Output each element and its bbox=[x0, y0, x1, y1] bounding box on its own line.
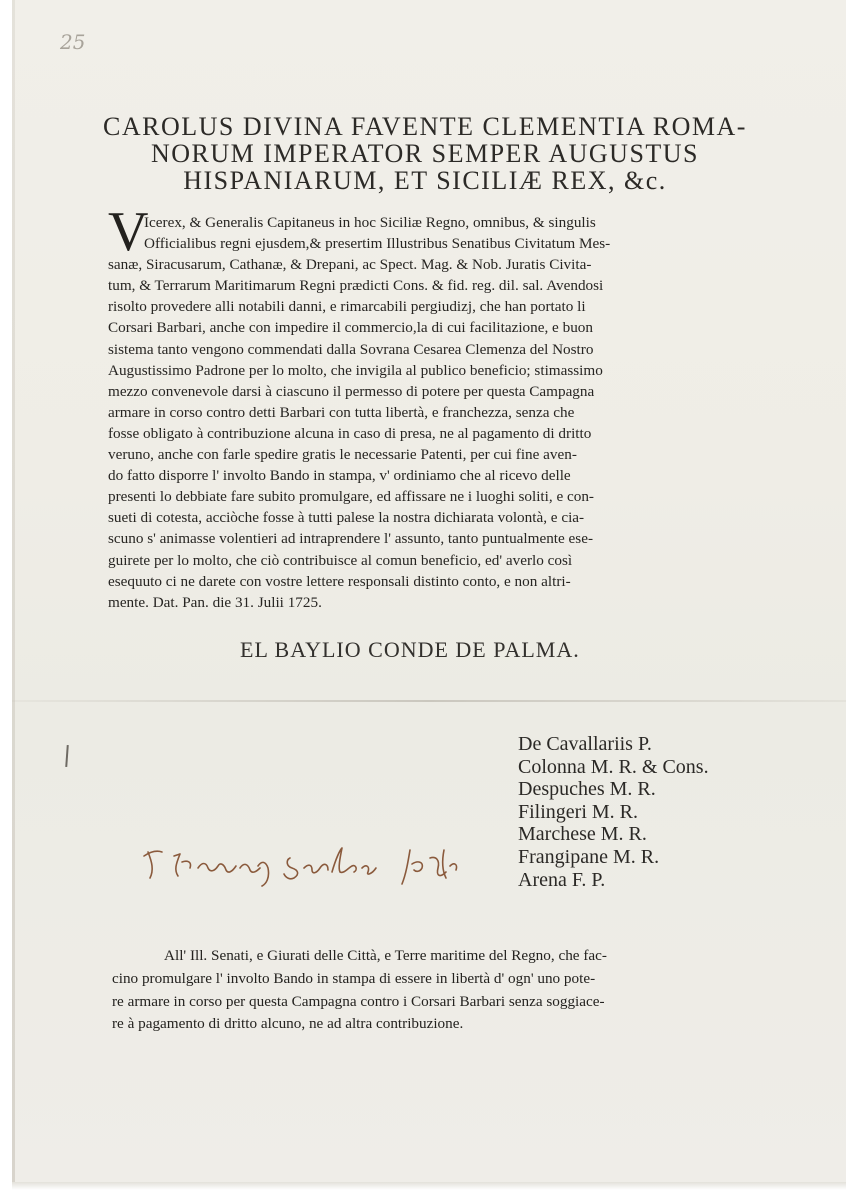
body-line: Icerex, & Generalis Capitaneus in hoc Siciliæ Regno, omnibus, & singulis bbox=[144, 214, 596, 231]
councillor-name: Frangipane M. R. bbox=[518, 845, 660, 868]
address-line: re armare in corso per questa Campagna contro i Corsari Barbari senza soggiace- bbox=[112, 992, 605, 1010]
address-line: cino promulgare l' involto Bando in stampa di essere in libertà d' ogn' uno pote- bbox=[112, 969, 596, 987]
body-line: Augustissimo Padrone per lo molto, che invigila al publico beneficio; stimassimo bbox=[108, 361, 603, 379]
body-line: armare in corso contro detti Barbari con tutta libertà, e franchezza, senza che bbox=[108, 403, 575, 421]
body-line: do fatto disporre l' involto Bando in stampa, v' ordiniamo che al ricevo delle bbox=[108, 467, 571, 485]
councillor-list bbox=[518, 733, 709, 891]
councillor-name: De Cavallariis P. bbox=[518, 733, 652, 755]
title-line: HISPANIARUM, ET SICILIÆ REX, &c. bbox=[183, 166, 667, 195]
paper-edge bbox=[12, 0, 15, 1190]
councillor-name: Colonna M. R. & Cons. bbox=[518, 755, 709, 778]
body-line: sueti di cotesta, acciòche fosse à tutti palese la nostra dichiarata volontà, e cia- bbox=[108, 509, 585, 527]
document-title bbox=[95, 113, 755, 194]
body-line: veruno, anche con farle spedire gratis le necessarie Patenti, per cui fine aven- bbox=[108, 446, 577, 464]
councillor-name: Marchese M. R. bbox=[518, 823, 647, 846]
body-line: sistema tanto vengono commendati dalla Sovrana Cesarea Clemenza del Nostro bbox=[108, 340, 594, 358]
body-line: tum, & Terrarum Maritimarum Regni prædicti Cons. & fid. reg. dil. sal. Avendosi bbox=[108, 277, 604, 295]
page-bottom-edge bbox=[12, 1182, 846, 1190]
body-line: risolto provedere alli notabili danni, e rimarcabili pergiudizj, che han portato li bbox=[108, 298, 586, 316]
page-number: 25 bbox=[60, 30, 86, 54]
body-line: mezzo convenevole darsi à ciascuno il permesso di potere per questa Campagna bbox=[108, 382, 595, 400]
address-line: All' Ill. Senati, e Giurati delle Città, e Terre maritime del Regno, che fac- bbox=[164, 947, 607, 964]
drop-cap: V bbox=[108, 201, 149, 263]
body-line: esequuto ci ne darete con vostre lettere responsali distinto conto, e non altri- bbox=[108, 572, 571, 590]
councillor-name: Arena F. P. bbox=[518, 868, 606, 891]
body-line: guirete per lo molto, che ciò contribuisce al comun beneficio, ed' averlo così bbox=[108, 551, 573, 569]
councillor-name: Despuches M. R. bbox=[518, 778, 656, 801]
body-line: scuno s' animasse volentieri ad intraprendere l' assunto, tanto puntualmente ese- bbox=[108, 530, 593, 548]
address-block bbox=[112, 945, 774, 1036]
body-line: Officialibus regni ejusdem,& presertim Illustribus Senatibus Civitatum Mes- bbox=[144, 235, 611, 253]
title-line: NORUM IMPERATOR SEMPER AUGUSTUS bbox=[150, 139, 700, 168]
title-line: CAROLUS DIVINA FAVENTE CLEMENTIA ROMA- bbox=[103, 112, 747, 141]
body-line: presenti lo debbiate fare subito promulgare, ed affissare ne i luoghi soliti, e con- bbox=[108, 488, 594, 506]
councillor-name: Filingeri M. R. bbox=[518, 800, 639, 823]
handwritten-signature bbox=[140, 838, 500, 888]
address-line: re à pagamento di dritto alcuno, ne ad altra contribuzione. bbox=[112, 1015, 464, 1033]
body-line: sanæ, Siracusarum, Cathanæ, & Drepani, ac Spect. Mag. & Nob. Juratis Civita- bbox=[108, 256, 592, 274]
body-line: mente. Dat. Pan. die 31. Julii 1725. bbox=[108, 593, 322, 611]
viceroy-signature-line: EL BAYLIO CONDE DE PALMA. bbox=[240, 637, 580, 662]
body-line: fosse obligato à contribuzione alcuna in caso di presa, ne al pagamento di dritto bbox=[108, 424, 592, 442]
paper-fold-line bbox=[12, 700, 846, 702]
body-line: Corsari Barbari, anche con impedire il commercio,la di cui facilitazione, e buon bbox=[108, 319, 593, 337]
decree-body bbox=[108, 212, 758, 613]
